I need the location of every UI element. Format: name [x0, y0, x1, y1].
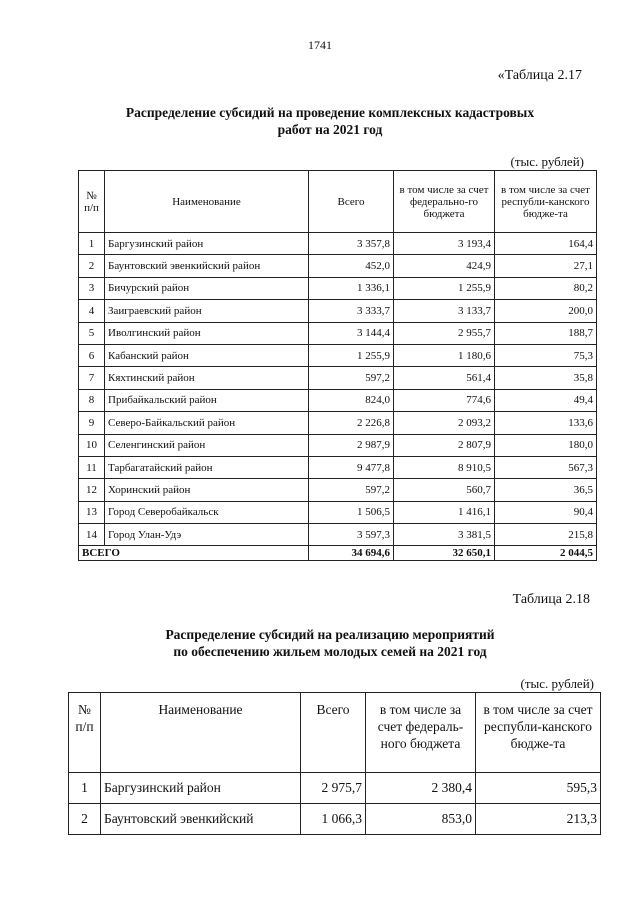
table1-cell-total: 824,0 — [309, 389, 394, 411]
table1-cell-total: 1 506,5 — [309, 501, 394, 523]
table1-cell-num: 10 — [79, 434, 105, 456]
table1-cell-name: Баргузинский район — [105, 233, 309, 255]
table2-cell-republic: 595,3 — [476, 773, 601, 804]
table2-row — [69, 804, 601, 835]
table1-cell-republic: 36,5 — [495, 479, 597, 501]
table1-cell-federal: 560,7 — [394, 479, 495, 501]
table1-cell-total: 9 477,8 — [309, 456, 394, 478]
table2-cell-num: 2 — [69, 804, 101, 835]
table1-cell-federal: 1 416,1 — [394, 501, 495, 523]
table1-title-line2: работ на 2021 год — [277, 122, 383, 137]
table2-caption: Таблица 2.18 — [512, 592, 590, 607]
table1-cell-federal: 561,4 — [394, 367, 495, 389]
table1-row — [79, 456, 597, 478]
table1-row — [79, 255, 597, 277]
table1-caption: «Таблица 2.17 — [497, 68, 582, 83]
table2-header-num: № п/п — [69, 693, 101, 773]
table2-cell-federal: 2 380,4 — [366, 773, 476, 804]
table1-row — [79, 367, 597, 389]
table2-cell-federal: 853,0 — [366, 804, 476, 835]
table1-cell-republic: 215,8 — [495, 524, 597, 546]
table1-cell-num: 2 — [79, 255, 105, 277]
table1-row — [79, 300, 597, 322]
table1-cell-num: 3 — [79, 277, 105, 299]
table1-cell-name: Баунтовский эвенкийский район — [105, 255, 309, 277]
table2-title — [60, 626, 600, 660]
table1-cell-republic: 80,2 — [495, 277, 597, 299]
table1-cell-federal: 3 133,7 — [394, 300, 495, 322]
table1-cell-num: 8 — [79, 389, 105, 411]
table2-title-line2: по обеспечению жильем молодых семей на 2021 год — [173, 644, 487, 659]
table2-units: (тыс. рублей) — [520, 676, 594, 691]
table1-cell-federal: 3 381,5 — [394, 524, 495, 546]
table1-cell-num: 9 — [79, 412, 105, 434]
table1-units: (тыс. рублей) — [510, 154, 584, 169]
table1-cell-federal: 1 180,6 — [394, 344, 495, 366]
table1-cell-name: Северо-Байкальский район — [105, 412, 309, 434]
table1-cell-num: 6 — [79, 344, 105, 366]
table1-cell-federal: 2 807,9 — [394, 434, 495, 456]
table1-row — [79, 412, 597, 434]
table1-cell-total: 1 255,9 — [309, 344, 394, 366]
table1-cell-total: 597,2 — [309, 479, 394, 501]
table1-cell-total: 3 357,8 — [309, 233, 394, 255]
table2-cell-total: 1 066,3 — [301, 804, 366, 835]
table1-cell-republic: 567,3 — [495, 456, 597, 478]
table2-row — [69, 773, 601, 804]
table1-cell-name: Заиграевский район — [105, 300, 309, 322]
table1-cell-republic: 180,0 — [495, 434, 597, 456]
table2-header-name: Наименование — [101, 693, 301, 773]
table1-cell-num: 1 — [79, 233, 105, 255]
table1-cell-num: 7 — [79, 367, 105, 389]
table2-title-line1: Распределение субсидий на реализацию мероприятий — [165, 627, 495, 642]
table1-cell-name: Город Улан-Удэ — [105, 524, 309, 546]
table1-cell-federal: 2 093,2 — [394, 412, 495, 434]
table1-total-federal: 32 650,1 — [394, 546, 495, 561]
table1-row — [79, 389, 597, 411]
table1-cell-federal: 1 255,9 — [394, 277, 495, 299]
table1-cell-num: 11 — [79, 456, 105, 478]
table2-cell-name: Баунтовский эвенкийский — [101, 804, 301, 835]
table1-cell-republic: 35,8 — [495, 367, 597, 389]
table1-row — [79, 344, 597, 366]
table1-row — [79, 322, 597, 344]
table1-cell-total: 3 597,3 — [309, 524, 394, 546]
table1-total-republic: 2 044,5 — [495, 546, 597, 561]
table1-title — [60, 104, 600, 138]
table2-cell-total: 2 975,7 — [301, 773, 366, 804]
table2-cell-num: 1 — [69, 773, 101, 804]
table1-cell-total: 2 987,9 — [309, 434, 394, 456]
table2-header-row — [69, 693, 601, 773]
table1-header-row — [79, 171, 597, 233]
table1-cell-federal: 2 955,7 — [394, 322, 495, 344]
table1 — [78, 170, 597, 561]
table1-header-num: № п/п — [79, 171, 105, 233]
table1-cell-num: 5 — [79, 322, 105, 344]
table1-row — [79, 524, 597, 546]
table1-header-federal: в том числе за счет федерально-го бюджета — [394, 171, 495, 233]
table1-cell-republic: 49,4 — [495, 389, 597, 411]
table1-cell-total: 597,2 — [309, 367, 394, 389]
table1-cell-republic: 188,7 — [495, 322, 597, 344]
table1-cell-name: Кабанский район — [105, 344, 309, 366]
table1-total-label: ВСЕГО — [79, 546, 309, 561]
table1-cell-total: 3 333,7 — [309, 300, 394, 322]
table1-cell-name: Город Северобайкальск — [105, 501, 309, 523]
table1-cell-num: 14 — [79, 524, 105, 546]
table1-row — [79, 479, 597, 501]
table1-cell-name: Тарбагатайский район — [105, 456, 309, 478]
table1-row — [79, 233, 597, 255]
table1-cell-republic: 133,6 — [495, 412, 597, 434]
table1-row — [79, 501, 597, 523]
table1-cell-republic: 75,3 — [495, 344, 597, 366]
table1-cell-name: Иволгинский район — [105, 322, 309, 344]
table2-header-republic: в том числе за счет республи-канского бюдже-та — [476, 693, 601, 773]
table1-total-row — [79, 546, 597, 561]
table1-row — [79, 277, 597, 299]
table1-total-sum: 34 694,6 — [309, 546, 394, 561]
table2-cell-name: Баргузинский район — [101, 773, 301, 804]
table1-cell-total: 3 144,4 — [309, 322, 394, 344]
table2-cell-republic: 213,3 — [476, 804, 601, 835]
table1-cell-name: Селенгинский район — [105, 434, 309, 456]
table1-cell-total: 452,0 — [309, 255, 394, 277]
table1-header-total: Всего — [309, 171, 394, 233]
table1-header-name: Наименование — [105, 171, 309, 233]
table1-cell-num: 12 — [79, 479, 105, 501]
table1-cell-num: 13 — [79, 501, 105, 523]
table1-cell-republic: 164,4 — [495, 233, 597, 255]
table2-header-federal: в том числе за счет федераль-ного бюджета — [366, 693, 476, 773]
table1-cell-total: 2 226,8 — [309, 412, 394, 434]
page-number: 1741 — [308, 38, 332, 52]
table2-header-total: Всего — [301, 693, 366, 773]
table1-header-republic: в том числе за счет республи-канского бюдже-та — [495, 171, 597, 233]
table2 — [68, 692, 601, 835]
table1-cell-federal: 8 910,5 — [394, 456, 495, 478]
table1-cell-name: Прибайкальский район — [105, 389, 309, 411]
table1-title-line1: Распределение субсидий на проведение комплексных кадастровых — [125, 105, 535, 120]
table1-cell-federal: 3 193,4 — [394, 233, 495, 255]
table1-cell-federal: 424,9 — [394, 255, 495, 277]
table1-cell-republic: 90,4 — [495, 501, 597, 523]
table1-cell-name: Бичурский район — [105, 277, 309, 299]
table1-cell-federal: 774,6 — [394, 389, 495, 411]
table1-row — [79, 434, 597, 456]
table1-cell-name: Хоринский район — [105, 479, 309, 501]
table1-cell-name: Кяхтинский район — [105, 367, 309, 389]
table1-cell-total: 1 336,1 — [309, 277, 394, 299]
table1-cell-num: 4 — [79, 300, 105, 322]
table1-cell-republic: 200,0 — [495, 300, 597, 322]
table1-cell-republic: 27,1 — [495, 255, 597, 277]
